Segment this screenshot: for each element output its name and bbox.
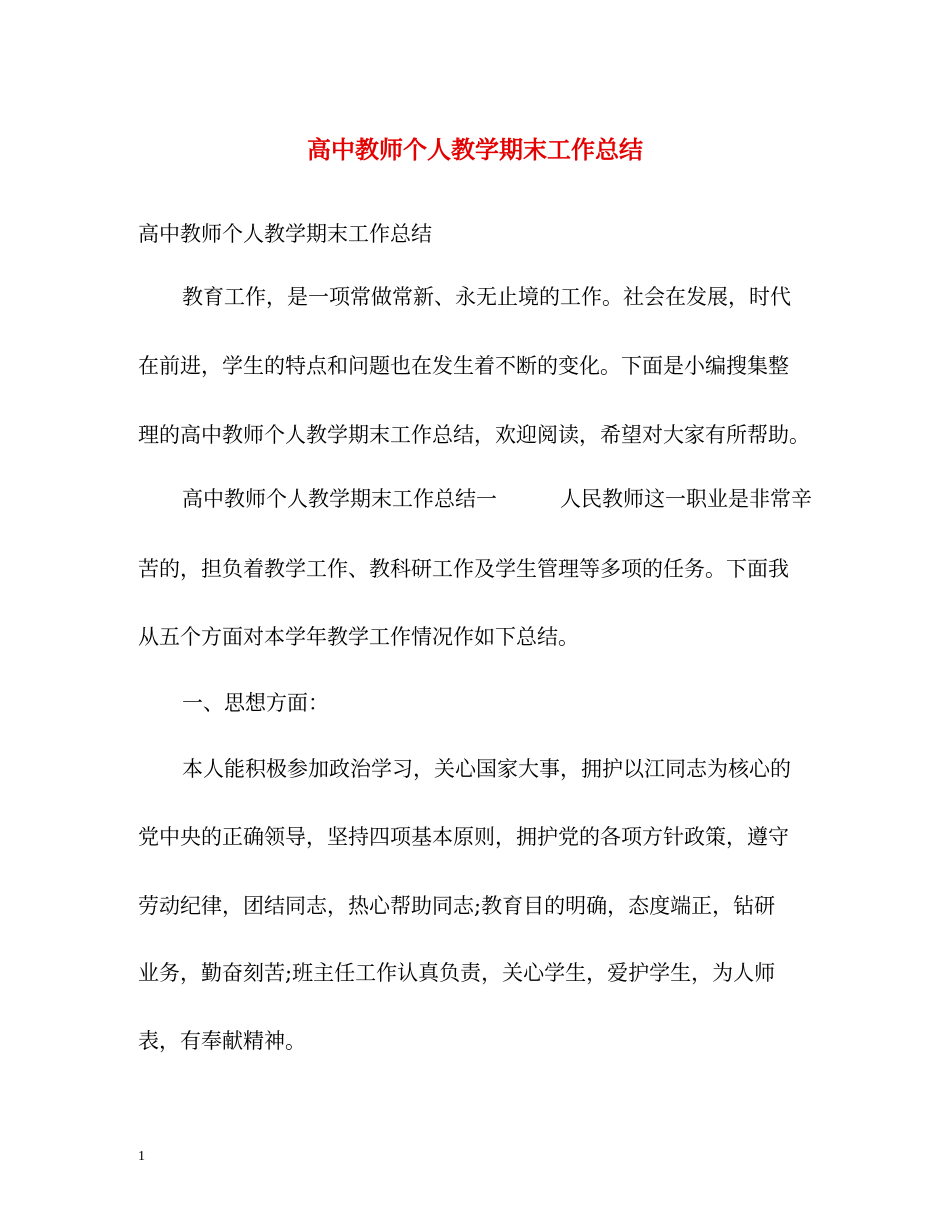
body-heading-line: 高中教师个人教学期末工作总结 — [138, 222, 432, 246]
paragraph-line: 从五个方面对本学年教学工作情况作如下总结。 — [138, 625, 579, 649]
paragraph-line: 理的高中教师个人教学期末工作总结，欢迎阅读，希望对大家有所帮助。 — [138, 423, 810, 447]
paragraph-line: 苦的，担负着教学工作、教科研工作及学生管理等多项的任务。下面我 — [138, 557, 789, 581]
page-number: 1 — [138, 1149, 145, 1164]
section-heading: 一、思想方面： — [182, 691, 329, 715]
paragraph-line: 本人能积极参加政治学习，关心国家大事，拥护以江同志为核心的 — [182, 757, 791, 781]
paragraph-line: 党中央的正确领导，坚持四项基本原则，拥护党的各项方针政策，遵守 — [138, 825, 789, 849]
document-title: 高中教师个人教学期末工作总结 — [307, 135, 643, 164]
paragraph-line: 表，有奉献精神。 — [138, 1029, 306, 1053]
paragraph-line: 业务，勤奋刻苦;班主任工作认真负责，关心学生，爱护学生，为人师 — [138, 961, 776, 985]
paragraph-line: 教育工作，是一项常做常新、永无止境的工作。社会在发展，时代 — [182, 285, 791, 309]
paragraph-line: 高中教师个人教学期末工作总结一 人民教师这一职业是非常辛 — [182, 487, 812, 511]
paragraph-line: 在前进，学生的特点和问题也在发生着不断的变化。下面是小编搜集整 — [138, 354, 789, 378]
paragraph-line: 劳动纪律，团结同志，热心帮助同志;教育目的明确，态度端正，钻研 — [138, 894, 776, 918]
